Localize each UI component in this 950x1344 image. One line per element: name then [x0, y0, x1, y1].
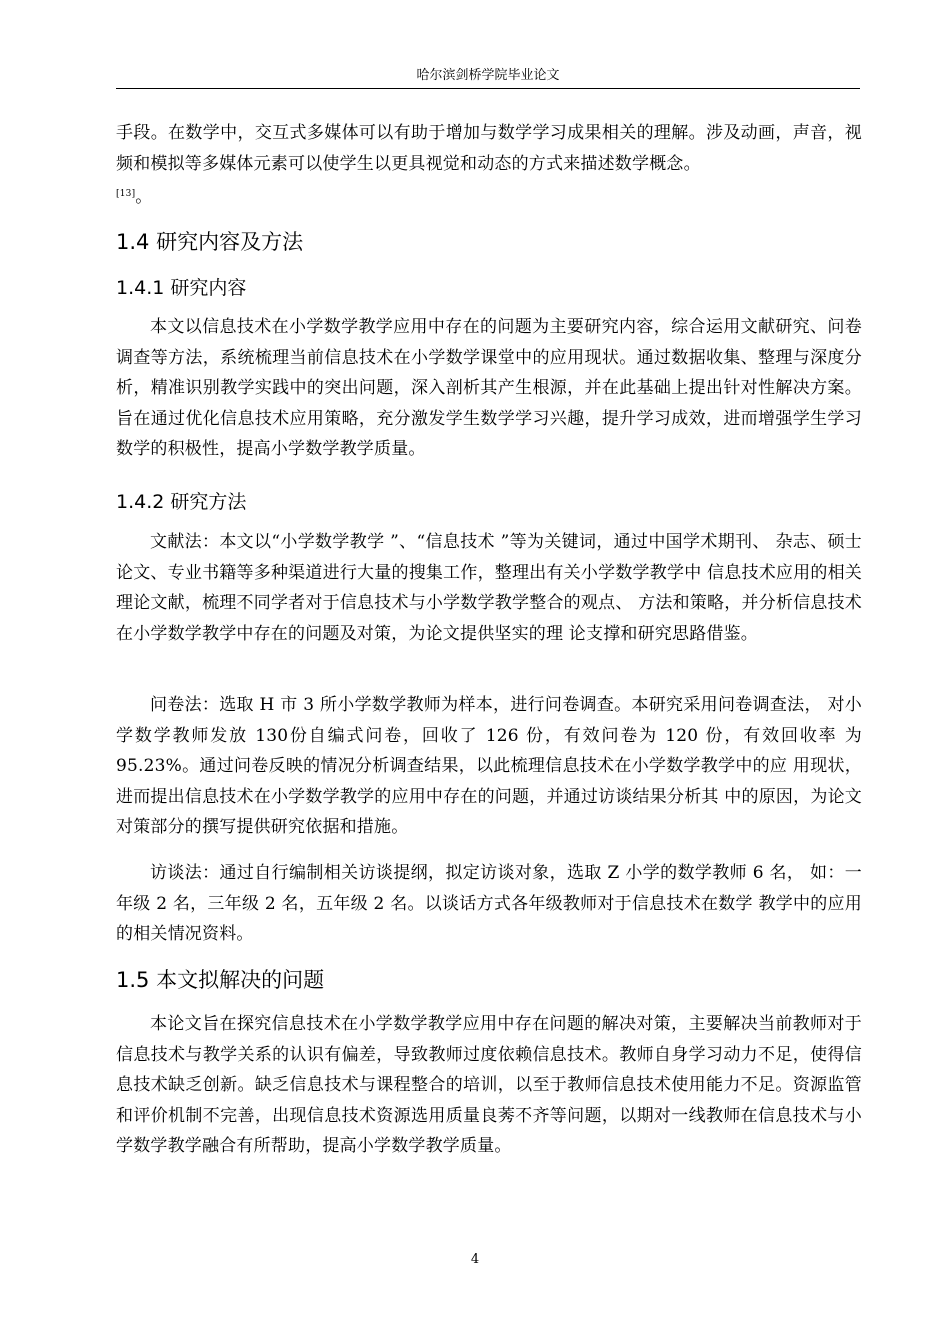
- citation-marker: [13]: [116, 189, 136, 199]
- section-1-4-1-heading: 1.4.1 研究内容: [116, 277, 247, 299]
- intro-text: 手段。在数学中，交互式多媒体可以有助于增加与数学学习成果相关的理解。涉及动画，声音，视频和模拟等多媒体元素可以使学生以更具视觉和动态的方式来描述数学概念。: [116, 123, 862, 174]
- running-header: 哈尔滨剑桥学院毕业论文: [416, 68, 560, 83]
- section-1-5-heading: 1.5 本文拟解决的问题: [116, 968, 325, 992]
- literature-method-paragraph: 文献法：本文以“小学数学教学 ”、“信息技术 ”等为关键词，通过中国学术期刊、 杂志、硕士论文、专业书籍等多种渠道进行大量的搜集工作，整理出有关小学数学教学中 信息技术应用的相关理论文献，梳理不同学者对于信息技术与小学数学教学整合的观点、 方法和策略，并分析信息技术在小学数学教学中存在的问题及对策，为论文提供坚实的理 论支撑和研究思路借鉴。: [116, 532, 862, 644]
- intro-paragraph: [116, 118, 862, 213]
- section-1-4-2-heading: 1.4.2 研究方法: [116, 491, 247, 513]
- research-content-paragraph: 本文以信息技术在小学数学教学应用中存在的问题为主要研究内容，综合运用文献研究、问卷调查等方法，系统梳理当前信息技术在小学数学课堂中的应用现状。通过数据收集、整理与深度分析，精准识别教学实践中的突出问题，深入剖析其产生根源，并在此基础上提出针对性解决方案。旨在通过优化信息技术应用策略，充分激发学生数学学习兴趣，提升学习成效，进而增强学生学习数学的积极性，提高小学数学教学质量。: [116, 317, 862, 459]
- page-number: 4: [470, 1252, 480, 1267]
- interview-method-paragraph: 访谈法：通过自行编制相关访谈提纲，拟定访谈对象，选取 Z 小学的数学教师 6 名， 如：一年级 2 名，三年级 2 名，五年级 2 名。以谈话方式各年级教师对于信息技术在数学 教学中的应用的相关情况资料。: [116, 863, 862, 944]
- intro-tail: 。: [135, 187, 153, 207]
- section-1-4-heading: 1.4 研究内容及方法: [116, 230, 304, 254]
- questionnaire-method-paragraph: 问卷法：选取 H 市 3 所小学数学教师为样本，进行问卷调查。本研究采用问卷调查法， 对小学数学教师发放 130份自编式问卷，回收了 126 份，有效问卷为 120 份，有效回收率 为 95.23%。通过问卷反映的情况分析调查结果，以此梳理信息技术在小学数学教学中的应 用现状，进而提出信息技术在小学数学教学的应用中存在的问题，并通过访谈结果分析其 中的原因，为论文对策部分的撰写提供研究依据和措施。: [116, 695, 862, 837]
- problems-paragraph: 本论文旨在探究信息技术在小学数学教学应用中存在问题的解决对策，主要解决当前教师对于信息技术与教学关系的认识有偏差，导致教师过度依赖信息技术。教师自身学习动力不足，使得信息技术缺乏创新。缺乏信息技术与课程整合的培训，以至于教师信息技术使用能力不足。资源监管和评价机制不完善，出现信息技术资源选用质量良莠不齐等问题，以期对一线教师在信息技术与小学数学教学融合有所帮助，提高小学数学教学质量。: [116, 1014, 862, 1156]
- header-rule: [116, 88, 860, 89]
